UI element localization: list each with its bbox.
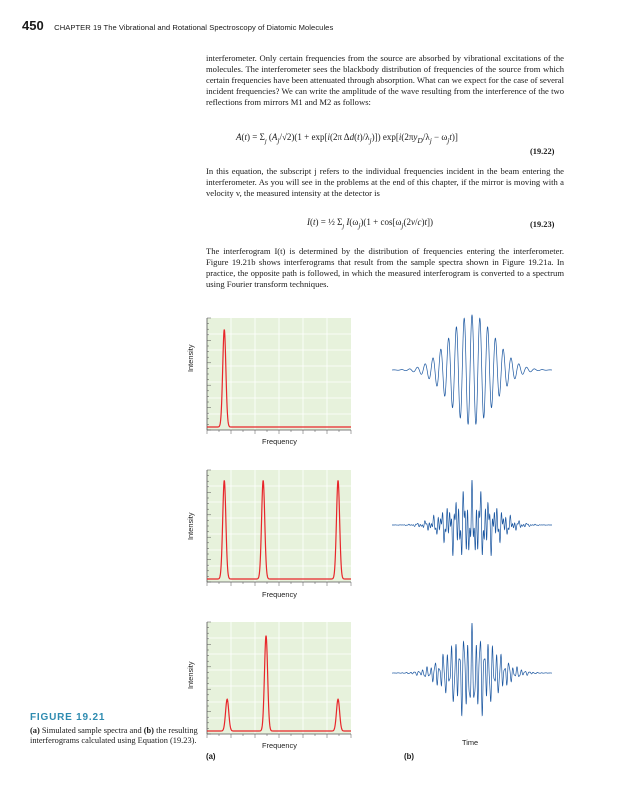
caption-b-text: the resulting interferograms calculated using Equation (19.23). xyxy=(30,726,198,746)
figure-title: FIGURE 19.21 xyxy=(30,712,106,723)
x-axis-label-frequency-3: Frequency xyxy=(262,741,297,750)
x-axis-label-frequency-2: Frequency xyxy=(262,590,297,599)
x-axis-label-time: Time xyxy=(462,738,479,747)
chapter-title: CHAPTER 19 The Vibrational and Rotational Spectroscopy of Diatomic Molecules xyxy=(54,23,334,32)
y-axis-label-intensity-3: Intensity xyxy=(186,661,195,689)
panel-b-label: (b) xyxy=(404,752,414,761)
caption-a-text: Simulated sample spectra and xyxy=(41,726,142,735)
paragraph-3: The interferogram I(t) is determined by the distribution of frequencies entering the interferometer. Figure 19.21b shows interferograms that result from the sample spectra shown in Figure 19.21a. In practice, the opposite path is followed, in which the measured interferogram is converted to a spectrum using Fourier transform techniques. xyxy=(206,246,564,289)
caption-b-label: (b) xyxy=(143,726,154,735)
panel-a-label: (a) xyxy=(206,752,216,761)
equation-number-19-22: (19.22) xyxy=(530,147,555,156)
figure-caption xyxy=(30,712,205,747)
y-axis-label-intensity-2: Intensity xyxy=(186,512,195,540)
caption-a-label: (a) xyxy=(30,726,40,735)
y-axis-label-intensity-1: Intensity xyxy=(186,344,195,372)
interferogram-line-3 xyxy=(392,623,552,716)
figure-caption-text xyxy=(30,726,205,747)
paragraph-1: interferometer. Only certain frequencies from the source are absorbed by vibrational excitations of the molecules. The interferometer sees the blackbody distribution of frequencies of the source from which certain frequencies have been attenuated through absorption. What can we expect for the case of several incident frequencies? We can write the amplitude of the wave resulting from the interference of the two reflections from mirrors M1 and M2 as follows: xyxy=(206,53,564,107)
equation-number-19-23: (19.23) xyxy=(530,220,555,229)
page-number: 450 xyxy=(22,18,44,33)
interferogram-line-1 xyxy=(392,315,552,424)
equation-19-23: I(t) = ½ $\Sigma_j$ $I(\omega_j)(1 + \cos[\omega_j(2v/c)t])$ xyxy=(307,217,434,230)
interferogram-line-2 xyxy=(392,480,552,556)
equation-19-22: $A(t) = \Sigma_j$ $(A_j/√2)(1 + \exp[i(2\pi$ $\Delta d(t)/\lambda_j$)]) $\exp[i(2\pi y_D/\lambda_j - \omega_jt)]$ xyxy=(236,132,458,145)
paragraph-2: In this equation, the subscript j refers to the individual frequencies incident in the beam entering the interferometer. As you will see in the problems at the end of this chapter, if the mirror is moving with a velocity v, the measured intensity at the detector is xyxy=(206,166,564,198)
x-axis-label-frequency-1: Frequency xyxy=(262,437,297,446)
